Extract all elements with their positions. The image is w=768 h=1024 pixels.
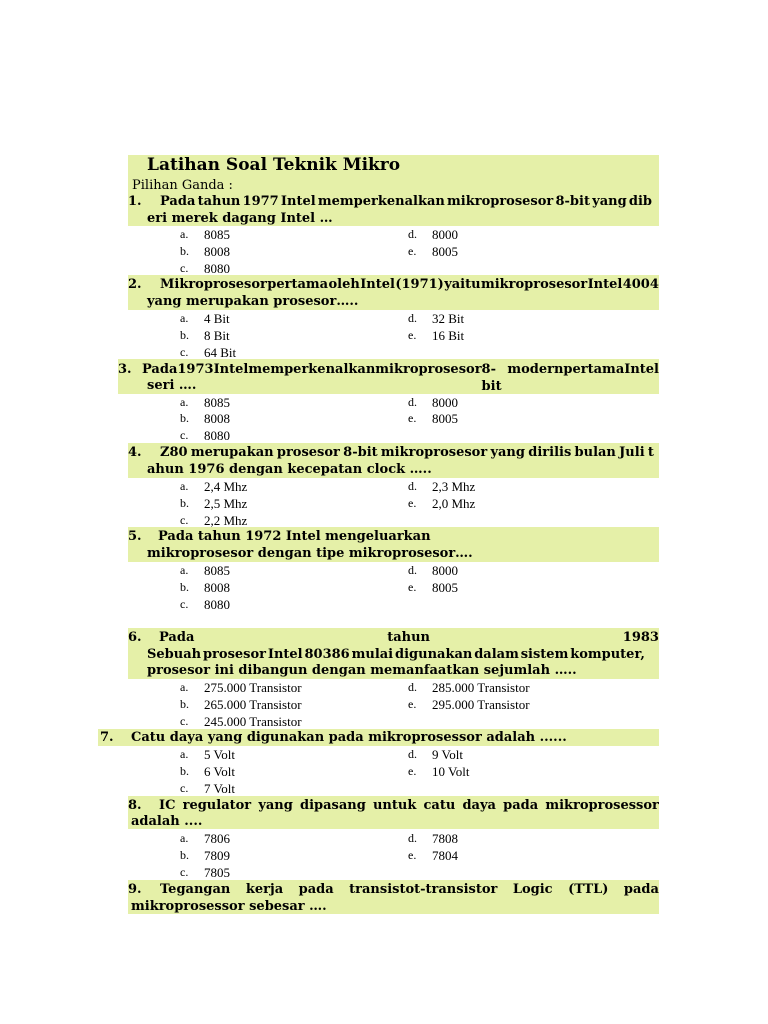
q1-option-e-letter: e. (408, 244, 417, 258)
q8-option-b: 7809 (204, 848, 230, 863)
q3-line1: Pada 1973 Intel memperkenalkan mikroprosesor 8-bit modern pertama Intel (142, 362, 659, 394)
q5-line1: Pada tahun 1972 Intel mengeluarkan (158, 529, 431, 544)
q2-option-a: 4 Bit (204, 311, 230, 326)
q5-line2: mikroprosesor dengan tipe mikroprosesor…. (147, 546, 473, 561)
q6-option-a-letter: a. (180, 680, 189, 694)
q6-option-e: 295.000 Transistor (432, 697, 530, 712)
q3-option-e-letter: e. (408, 411, 417, 425)
q5-option-c: 8080 (204, 597, 230, 612)
q3-option-c: 8080 (204, 428, 230, 443)
q8-option-b-letter: b. (180, 848, 189, 862)
q2-option-a-letter: a. (180, 311, 189, 325)
q6-option-c: 245.000 Transistor (204, 714, 302, 729)
q7-option-d-letter: d. (408, 747, 417, 761)
q6-option-b-letter: b. (180, 697, 189, 711)
q3-option-b: 8008 (204, 411, 230, 426)
q5-option-a-letter: a. (180, 563, 189, 577)
q9-number: 9. (128, 882, 142, 897)
q1-number: 1. (128, 194, 142, 209)
q5-option-b: 8008 (204, 580, 230, 595)
q3-option-b-letter: b. (180, 411, 189, 425)
q2-option-c: 64 Bit (204, 345, 237, 360)
q4-line2: ahun 1976 dengan kecepatan clock ….. (147, 462, 432, 477)
q8-line2: adalah .... (131, 814, 203, 829)
q4-option-c-letter: c. (180, 513, 189, 527)
q3-option-d-letter: d. (408, 395, 417, 409)
q3-option-a-letter: a. (180, 395, 189, 409)
q8-option-e-letter: e. (408, 848, 417, 862)
q7-option-c: 7 Volt (204, 781, 235, 796)
q8-option-c-letter: c. (180, 865, 189, 879)
q8-number: 8. (128, 798, 142, 813)
q2-option-d-letter: d. (408, 311, 417, 325)
q6-option-a: 275.000 Transistor (204, 680, 302, 695)
q6-option-d: 285.000 Transistor (432, 680, 530, 695)
q3-option-e: 8005 (432, 411, 458, 426)
page-title: Latihan Soal Teknik Mikro (147, 155, 401, 175)
q4-line1: Z80 merupakan prosesor 8-bit mikroprosesor yang dirilis bulan Juli t (160, 445, 654, 460)
q5-option-e-letter: e. (408, 580, 417, 594)
q4-option-e: 2,0 Mhz (432, 496, 476, 511)
q8-option-d: 7808 (432, 831, 458, 846)
q4-option-b-letter: b. (180, 496, 189, 510)
q2-option-e-letter: e. (408, 328, 417, 342)
q8-option-a-letter: a. (180, 831, 189, 845)
section-heading: Pilihan Ganda : (132, 178, 233, 193)
q6-line2: Sebuah prosesor Intel 80386 mulai digunakan dalam sistem komputer, (147, 647, 645, 662)
q3-option-d: 8000 (432, 395, 458, 410)
q8-option-a: 7806 (204, 831, 230, 846)
q1-option-b-letter: b. (180, 244, 189, 258)
q6-option-d-letter: d. (408, 680, 417, 694)
q7-option-b-letter: b. (180, 764, 189, 778)
q6-line1: Pada tahun 1983 (159, 630, 659, 645)
q4-option-d: 2,3 Mhz (432, 479, 476, 494)
q1-option-a-letter: a. (180, 227, 189, 241)
q5-option-d: 8000 (432, 563, 458, 578)
q7-option-a: 5 Volt (204, 747, 235, 762)
q7-line1: Catu daya yang digunakan pada mikroprosessor adalah ...... (131, 730, 567, 745)
q1-option-b: 8008 (204, 244, 230, 259)
q8-line1: IC regulator yang dipasang untuk catu daya pada mikroprosessor (159, 798, 659, 813)
q5-option-c-letter: c. (180, 597, 189, 611)
q4-option-b: 2,5 Mhz (204, 496, 248, 511)
q6-option-b: 265.000 Transistor (204, 697, 302, 712)
q9-line1: Tegangan kerja pada transistot-transistor Logic (TTL) pada (160, 882, 659, 897)
q3-option-c-letter: c. (180, 428, 189, 442)
q7-option-d: 9 Volt (432, 747, 463, 762)
q9-line2: mikroprosessor sebesar …. (131, 899, 327, 914)
q1-option-c-letter: c. (180, 261, 189, 275)
q2-option-b-letter: b. (180, 328, 189, 342)
q2-number: 2. (128, 277, 142, 292)
q4-option-e-letter: e. (408, 496, 417, 510)
q6-option-e-letter: e. (408, 697, 417, 711)
q2-line2: yang merupakan prosesor….. (147, 294, 359, 309)
q4-option-a: 2,4 Mhz (204, 479, 248, 494)
q5-option-b-letter: b. (180, 580, 189, 594)
q6-option-c-letter: c. (180, 714, 189, 728)
q1-line1: Pada tahun 1977 Intel memperkenalkan mikroprosesor 8-bit yang dib (160, 194, 652, 209)
q2-option-d: 32 Bit (432, 311, 465, 326)
q4-option-a-letter: a. (180, 479, 189, 493)
q4-option-d-letter: d. (408, 479, 417, 493)
q7-option-e-letter: e. (408, 764, 417, 778)
q1-option-a: 8085 (204, 227, 230, 242)
q8-option-e: 7804 (432, 848, 458, 863)
q2-line1: Mikroprosesor pertama oleh Intel (1971) yaitu mikroprosesor Intel 4004 (160, 277, 659, 292)
q1-line2: eri merek dagang Intel … (147, 211, 333, 226)
q7-option-b: 6 Volt (204, 764, 235, 779)
q2-option-c-letter: c. (180, 345, 189, 359)
q2-option-e: 16 Bit (432, 328, 465, 343)
q8-option-d-letter: d. (408, 831, 417, 845)
q1-option-c: 8080 (204, 261, 230, 276)
q5-option-a: 8085 (204, 563, 230, 578)
q1-option-d: 8000 (432, 227, 458, 242)
q7-option-e: 10 Volt (432, 764, 470, 779)
q7-number: 7. (100, 730, 114, 745)
q3-option-a: 8085 (204, 395, 230, 410)
q1-option-e: 8005 (432, 244, 458, 259)
q7-option-a-letter: a. (180, 747, 189, 761)
q3-line2: seri …. (147, 378, 197, 393)
q6-number: 6. (128, 630, 142, 645)
q6-line3: prosesor ini dibangun dengan memanfaatkan sejumlah ….. (147, 663, 577, 678)
q4-option-c: 2,2 Mhz (204, 513, 248, 528)
q8-option-c: 7805 (204, 865, 230, 880)
q2-option-b: 8 Bit (204, 328, 230, 343)
q3-number: 3. (118, 362, 132, 377)
q5-option-e: 8005 (432, 580, 458, 595)
q7-option-c-letter: c. (180, 781, 189, 795)
q5-option-d-letter: d. (408, 563, 417, 577)
q4-number: 4. (128, 445, 142, 460)
q1-option-d-letter: d. (408, 227, 417, 241)
q5-number: 5. (128, 529, 142, 544)
